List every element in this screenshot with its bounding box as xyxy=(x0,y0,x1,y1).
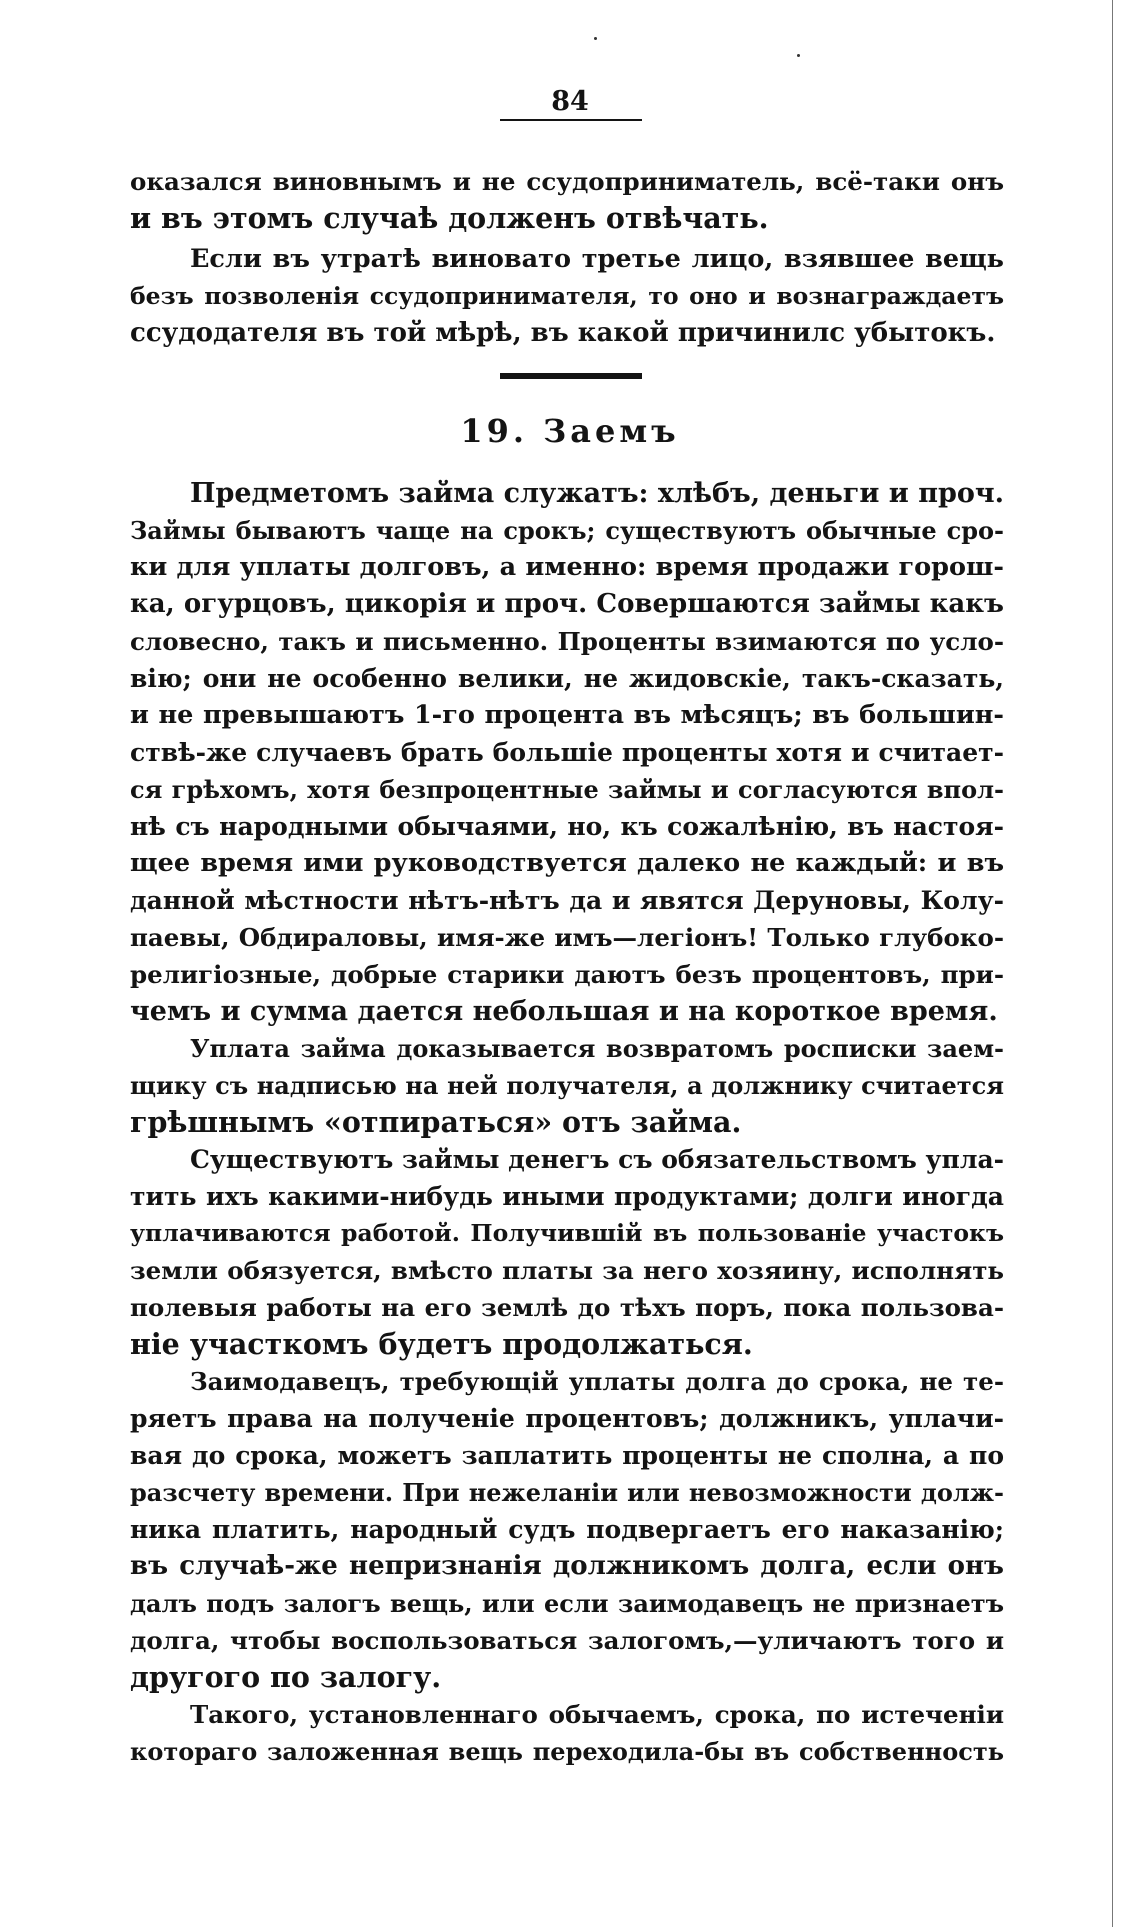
text-line: ка, огурцовъ, цикорія и проч. Совершаются займы какъ xyxy=(130,589,1004,619)
page-number: 84 xyxy=(551,86,589,117)
text-line: тить ихъ какими-нибудь иными продуктами; долги иногда xyxy=(130,1182,1004,1211)
text-line: словесно, такъ и письменно. Проценты взимаются по усло- xyxy=(130,627,1004,656)
text-line: щику съ надписью на ней получателя, а должнику считается xyxy=(130,1071,1004,1100)
print-speck xyxy=(594,37,597,40)
text-line: ссудодателя въ той мѣрѣ, въ какой причинилс убытокъ. xyxy=(130,318,996,348)
text-line: ніе участкомъ будетъ продолжаться. xyxy=(130,1327,753,1361)
print-speck xyxy=(797,54,800,57)
text-line: данной мѣстности нѣтъ-нѣтъ да и явятся Деруновы, Колу- xyxy=(130,886,1004,915)
text-line: вію; они не особенно велики, не жидовскіе, такъ-сказать, xyxy=(130,664,1004,693)
text-line: и не превышаютъ 1-го процента въ мѣсяцъ; въ большин- xyxy=(130,700,1004,730)
intro-text xyxy=(130,163,1004,352)
text-line: и въ этомъ случаѣ долженъ отвѣчать. xyxy=(130,201,769,235)
text-line: ника платить, народный судъ подвергаетъ его наказанію; xyxy=(130,1515,1004,1544)
text-line: разсчету времени. При нежеланіи или невозможности долж- xyxy=(130,1478,1004,1507)
section-separator xyxy=(500,373,642,379)
text-line: котораго заложенная вещь переходила-бы въ собственность xyxy=(130,1737,1004,1766)
text-line: нѣ съ народными обычаями, но, къ сожалѣнію, въ настоя- xyxy=(130,812,1004,841)
text-line: въ случаѣ-же непризнанія должникомъ долга, если онъ xyxy=(130,1551,1004,1581)
text-line: религіозные, добрые старики даютъ безъ процентовъ, при- xyxy=(130,960,1004,989)
text-line: паевы, Обдираловы, имя-же имъ—легіонъ! Только глубоко- xyxy=(130,923,1004,952)
text-line: Заимодавецъ, требующій уплаты долга до срока, не те- xyxy=(190,1367,1004,1396)
text-line: Такого, установленнаго обычаемъ, срока, по истеченіи xyxy=(190,1700,1004,1729)
text-line: другого по залогу. xyxy=(130,1660,442,1694)
section-heading: 19. Заемъ xyxy=(460,412,680,450)
text-line: полевыя работы на его землѣ до тѣхъ поръ, пока пользова- xyxy=(130,1293,1004,1322)
text-line: Предметомъ займа служатъ: хлѣбъ, деньги и проч. xyxy=(190,478,1004,509)
text-line: Уплата займа доказывается возвратомъ росписки заем- xyxy=(190,1034,1004,1063)
text-line: грѣшнымъ «отпираться» отъ займа. xyxy=(130,1105,742,1139)
text-line: ствѣ-же случаевъ брать большіе проценты хотя и считает- xyxy=(130,738,1004,767)
text-line: долга, чтобы воспользоваться залогомъ,—уличаютъ того и xyxy=(130,1626,1004,1655)
text-line: ряетъ права на полученіе процентовъ; должникъ, уплачи- xyxy=(130,1404,1004,1433)
text-line: безъ позволенія ссудопринимателя, то оно и вознаграждаетъ xyxy=(130,282,1004,310)
text-line: Если въ утратѣ виновато третье лицо, взявшее вещь xyxy=(190,244,1004,274)
section-body xyxy=(130,475,1004,1770)
text-line: Займы бываютъ чаще на срокъ; существуютъ обычные сро- xyxy=(130,516,1004,545)
text-line: щее время ими руководствуется далеко не каждый: и въ xyxy=(130,848,1004,878)
text-line: Существуютъ займы денегъ съ обязательствомъ упла- xyxy=(190,1145,1004,1174)
text-line: уплачиваются работой. Получившій въ пользованіе участокъ xyxy=(130,1219,1004,1247)
text-line: земли обязуется, вмѣсто платы за него хозяину, исполнять xyxy=(130,1256,1004,1285)
text-line: оказался виновнымъ и не ссудоприниматель, всё-таки онъ xyxy=(130,167,1004,196)
text-line: чемъ и сумма дается небольшая и на короткое время. xyxy=(130,996,998,1027)
text-line: вая до срока, можетъ заплатить проценты не сполна, а по xyxy=(130,1441,1004,1470)
text-line: ки для уплаты долговъ, а именно: время продажи горош- xyxy=(130,552,1004,582)
page-edge-line xyxy=(1112,0,1113,1927)
text-line: далъ подъ залогъ вещь, или если заимодавецъ не признаетъ xyxy=(130,1589,1004,1618)
header-rule xyxy=(500,119,642,121)
text-line: ся грѣхомъ, хотя безпроцентные займы и согласуются впол- xyxy=(130,775,1004,804)
